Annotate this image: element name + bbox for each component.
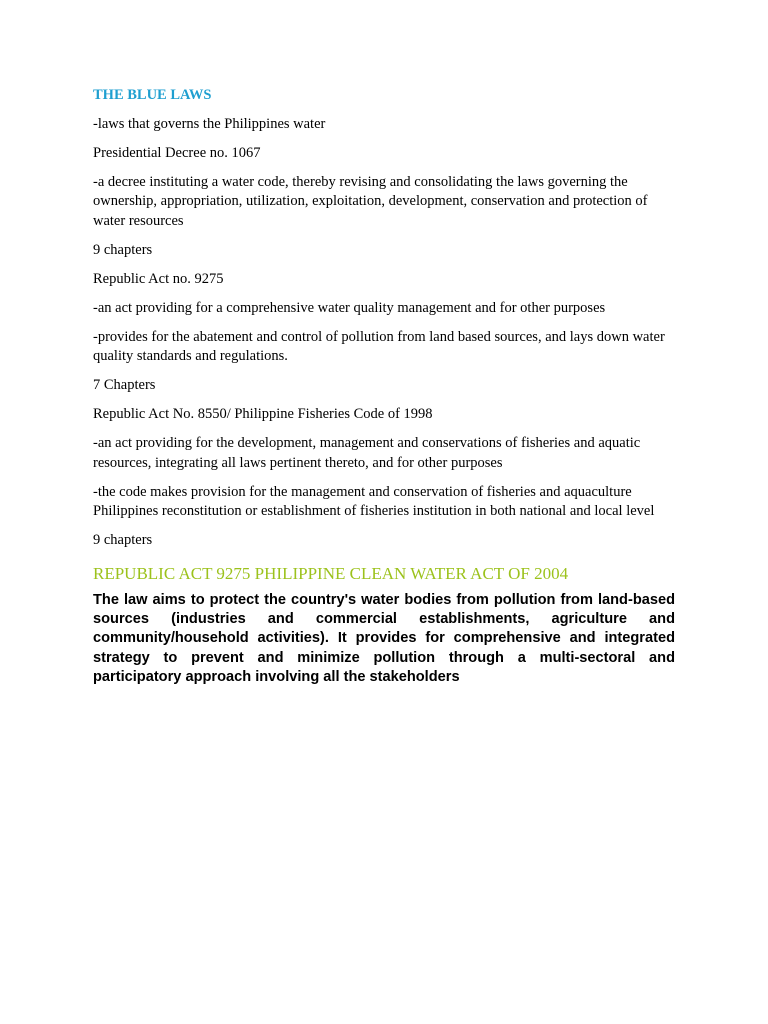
document-page <box>93 86 675 688</box>
paragraph-ra-8550: Republic Act No. 8550/ Philippine Fisheries Code of 1998 <box>93 406 433 422</box>
paragraph-pd-1067-description: -a decree instituting a water code, thereby revising and consolidating the laws governing the ownership, appropriation, utilization, exploitation, development, conservation and protection of water resources <box>93 173 648 229</box>
section-body: The law aims to protect the country's water bodies from pollution from land-based sources (industries and commercial establishments, agriculture and community/household activities). It provides for comprehensive and integrated strategy to prevent and minimize pollution through a multi-sectoral and participatory approach involving all the stakeholders <box>93 591 675 686</box>
paragraph-ra-9275: Republic Act no. 9275 <box>93 270 224 287</box>
paragraph-ra-9275-description: -an act providing for a comprehensive water quality management and for other purposes <box>93 299 606 316</box>
document-title: THE BLUE LAWS <box>93 87 212 103</box>
paragraph-ra-8550-chapters: 9 chapters <box>93 532 153 548</box>
paragraph-ra-9275-provisions: -provides for the abatement and control of pollution from land based sources, and lays down water quality standards and regulations. <box>93 328 665 364</box>
section-heading: REPUBLIC ACT 9275 PHILIPPINE CLEAN WATER ACT OF 2004 <box>93 563 569 583</box>
paragraph-laws-description: -laws that governs the Philippines water <box>93 115 326 132</box>
paragraph-pd-1067: Presidential Decree no. 1067 <box>93 144 261 161</box>
paragraph-ra-8550-description: -an act providing for the development, management and conservations of fisheries and aquatic resources, integrating all laws pertinent thereto, and for other purposes <box>93 435 641 471</box>
paragraph-ra-9275-chapters: 7 Chapters <box>93 377 156 393</box>
paragraph-pd-1067-chapters: 9 chapters <box>93 241 153 258</box>
paragraph-ra-8550-provisions: -the code makes provision for the management and conservation of fisheries and aquaculture Philippines reconstitution or establishment of fisheries institution in both national and local level <box>93 483 655 519</box>
